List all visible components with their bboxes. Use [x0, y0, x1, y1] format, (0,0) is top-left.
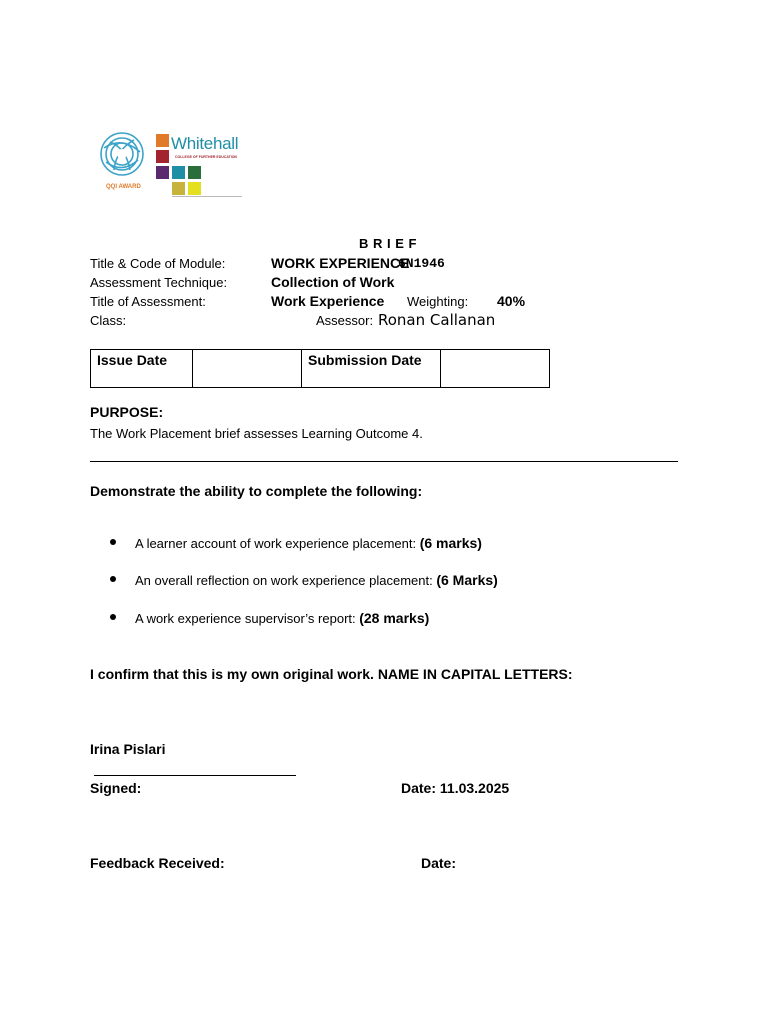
assessment-value: Work Experience [271, 293, 385, 309]
signed-date: Date: 11.03.2025 [401, 780, 510, 796]
logo-square-green [188, 166, 201, 179]
brand-name: Whitehall [171, 134, 239, 153]
task-item [135, 535, 482, 551]
task-marks: (6 Marks) [436, 572, 498, 588]
module-value: WORK EXPERIENCE [271, 255, 410, 271]
logo-square-red [156, 150, 169, 163]
module-label: Title & Code of Module: [90, 256, 226, 271]
submission-date-value[interactable] [441, 350, 550, 388]
task-item [135, 610, 429, 626]
technique-label: Assessment Technique: [90, 275, 228, 290]
submission-date-label: Submission Date [302, 350, 441, 388]
issue-date-value[interactable] [193, 350, 302, 388]
page-title: B R I E F [359, 236, 417, 251]
task-text: A learner account of work experience placement: [135, 536, 420, 551]
signature-line [94, 775, 296, 776]
logo-square-purple [156, 166, 169, 179]
bullet-icon [110, 539, 116, 545]
feedback-date-label: Date: [421, 855, 457, 871]
issue-date-label: Issue Date [91, 350, 193, 388]
task-marks: (28 marks) [359, 610, 430, 626]
task-text: A work experience supervisor’s report: [135, 611, 360, 626]
assessor-label: Assessor: [316, 313, 374, 328]
section-divider [90, 461, 678, 462]
logo-square-yellow [188, 182, 201, 195]
technique-value: Collection of Work [271, 274, 395, 290]
signed-label: Signed: [90, 780, 142, 796]
module-code: 6N1946 [398, 256, 445, 271]
purpose-heading: PURPOSE: [90, 404, 164, 420]
purpose-text: The Work Placement brief assesses Learning Outcome 4. [90, 426, 423, 441]
task-marks: (6 marks) [419, 535, 482, 551]
logo-underline [172, 196, 242, 197]
logo-square-orange [156, 134, 169, 147]
demonstrate-heading: Demonstrate the ability to complete the following: [90, 483, 423, 499]
brand-subtitle: COLLEGE OF FURTHER EDUCATION [175, 155, 237, 159]
award-text: QQI AWARD [106, 184, 141, 190]
task-item [135, 572, 498, 588]
feedback-label: Feedback Received: [90, 855, 225, 871]
student-name: Irina Pislari [90, 741, 166, 757]
bullet-icon [110, 614, 116, 620]
weighting-value: 40% [497, 293, 526, 309]
college-logo [96, 128, 244, 200]
weighting-label: Weighting: [407, 294, 469, 309]
logo-square-teal [172, 166, 185, 179]
bullet-icon [110, 576, 116, 582]
logo-square-olive [172, 182, 185, 195]
dates-table [90, 349, 550, 388]
table-row [91, 350, 550, 388]
task-text: An overall reflection on work experience placement: [135, 573, 437, 588]
assessor-value: Ronan Callanan [378, 311, 496, 329]
class-label: Class: [90, 313, 127, 328]
assessment-label: Title of Assessment: [90, 294, 206, 309]
confirm-statement: I confirm that this is my own original work. NAME IN CAPITAL LETTERS: [90, 666, 573, 682]
